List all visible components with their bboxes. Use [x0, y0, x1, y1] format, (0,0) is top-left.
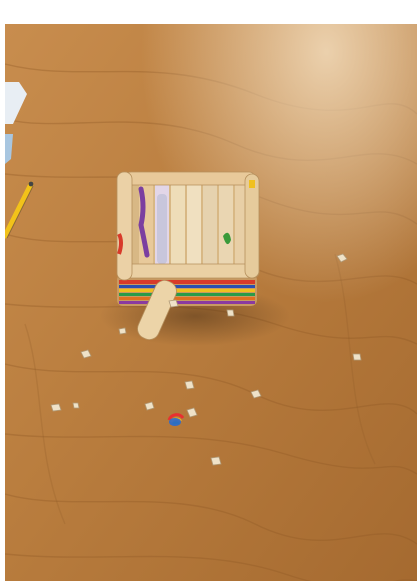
cereal-piece	[169, 300, 178, 307]
cereal-piece	[227, 310, 234, 316]
frame-top-stick	[125, 172, 255, 185]
cereal-piece	[51, 404, 61, 411]
stick-stack	[117, 274, 257, 306]
frame-left-stick	[117, 172, 132, 280]
cereal-piece	[145, 402, 154, 410]
frame-bottom-stick	[125, 264, 259, 278]
box-top	[117, 172, 259, 280]
cereal-piece	[73, 403, 79, 408]
cereal-piece	[353, 354, 361, 360]
photo	[5, 24, 417, 581]
cereal-piece	[211, 457, 221, 465]
cereal-piece	[119, 328, 126, 334]
cereal-piece	[185, 381, 194, 389]
frame-right-stick	[245, 174, 259, 278]
